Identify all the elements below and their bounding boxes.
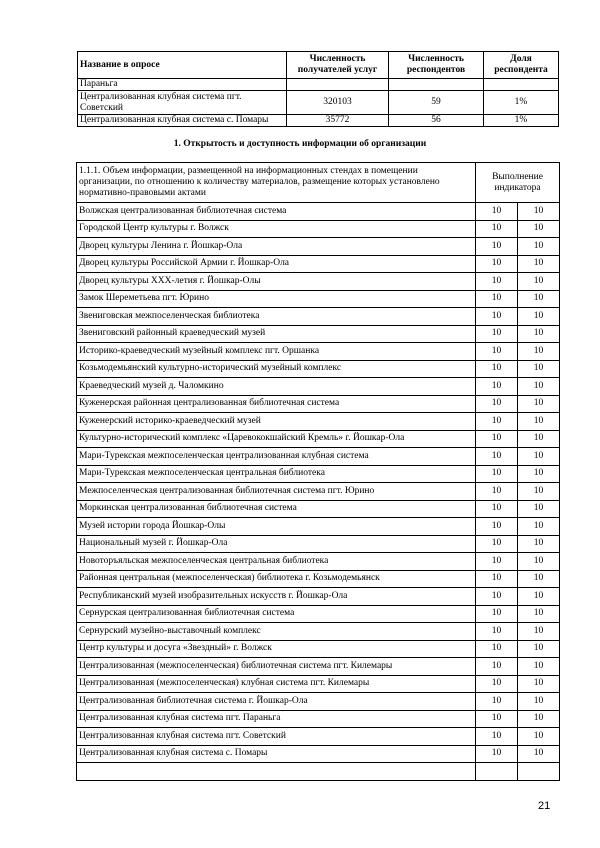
table-row (77, 308, 560, 326)
indicator-max-cell: 10 (518, 448, 560, 466)
organization-name-cell: Новоторъяльская межпоселенческая центральная библиотека (77, 553, 476, 571)
indicator-value-cell: 10 (476, 588, 518, 606)
organization-name-cell: Сернурская централизованная библиотечная система (77, 605, 476, 623)
indicator-max-cell: 10 (518, 413, 560, 431)
table-row (77, 290, 560, 308)
indicator-value-cell: 10 (476, 413, 518, 431)
indicator-value-cell: 10 (476, 675, 518, 693)
organization-name-cell: Дворец культуры Российской Армии г. Йошкар-Ола (77, 255, 476, 273)
indicator-value-cell: 10 (476, 605, 518, 623)
table-row (77, 220, 560, 238)
indicator-max-cell: 10 (518, 430, 560, 448)
organization-name-cell: Городской Центр культуры г. Волжск (77, 220, 476, 238)
organization-name-cell: Волжская централизованная библиотечная система (77, 203, 476, 221)
recipients-cell: 320103 (287, 91, 389, 115)
table-row (77, 693, 560, 711)
indicator-value-cell: 10 (476, 255, 518, 273)
indicator-max-cell: 10 (518, 623, 560, 641)
indicator-max-cell: 10 (518, 325, 560, 343)
indicator-max-cell: 10 (518, 203, 560, 221)
table-row (77, 745, 560, 763)
table-row (77, 763, 560, 781)
indicator-max-cell: 10 (518, 518, 560, 536)
indicator-max-cell: 10 (518, 535, 560, 553)
table-row (77, 360, 560, 378)
indicator-value-cell: 10 (476, 745, 518, 763)
indicator-value-cell: 10 (476, 483, 518, 501)
organization-name-cell: Республиканский музей изобразительных искусств г. Йошкар-Ола (77, 588, 476, 606)
organization-name-cell: Дворец культуры Ленина г. Йошкар-Ола (77, 238, 476, 256)
organization-name-cell: Музей истории города Йошкар-Олы (77, 518, 476, 536)
respondents-cell (389, 79, 484, 91)
indicator-value-cell (476, 763, 518, 781)
table-row (77, 483, 560, 501)
indicator-max-cell: 10 (518, 553, 560, 571)
table-row (77, 325, 560, 343)
table-row (77, 588, 560, 606)
indicator-max-cell: 10 (518, 640, 560, 658)
organization-name-cell: Культурно-исторический комплекс «Царевококшайский Кремль» г. Йошкар-Ола (77, 430, 476, 448)
indicator-value-cell: 10 (476, 500, 518, 518)
table-row (77, 413, 560, 431)
section-title: 1. Открытость и доступность информации об организации (173, 139, 427, 149)
indicator-max-cell: 10 (518, 500, 560, 518)
header-survey-name: Название в опросе (78, 52, 287, 79)
share-cell: 1% (484, 91, 559, 115)
organization-name-cell: Звениговская межпоселенческая библиотека (77, 308, 476, 326)
organization-name-cell: Мари-Турекская межпоселенческая центральная библиотека (77, 465, 476, 483)
indicator-value-cell: 10 (476, 518, 518, 536)
organization-name-cell: Центр культуры и досуга «Звездный» г. Волжск (77, 640, 476, 658)
table-row (77, 605, 560, 623)
organization-name-cell: Национальный музей г. Йошкар-Ола (77, 535, 476, 553)
table-row (77, 553, 560, 571)
organization-name-cell: Замок Шереметьева пгт. Юрино (77, 290, 476, 308)
survey-name-cell: Централизованная клубная система пгт. Советский (78, 91, 287, 115)
header-respondents-count: Численность респондентов (389, 52, 484, 79)
indicator-value-cell: 10 (476, 623, 518, 641)
share-cell (484, 79, 559, 91)
indicator-max-cell: 10 (518, 395, 560, 413)
table-row (77, 658, 560, 676)
table-row (77, 675, 560, 693)
indicator-value-cell: 10 (476, 343, 518, 361)
organization-name-cell: Куженерская районная централизованная библиотечная система (77, 395, 476, 413)
survey-name-cell: Параньга (78, 79, 287, 91)
table-row (77, 518, 560, 536)
table-row (77, 203, 560, 221)
header-respondent-share: Доля респондента (484, 52, 559, 79)
table-row (77, 570, 560, 588)
organization-name-cell: Централизованная (межпоселенческая) библиотечная система пгт. Килемары (77, 658, 476, 676)
table-row (77, 500, 560, 518)
indicator-max-cell: 10 (518, 273, 560, 291)
organization-name-cell: Централизованная клубная система с. Помары (77, 745, 476, 763)
organization-name-cell: Моркинская централизованная библиотечная система (77, 500, 476, 518)
table-row (77, 395, 560, 413)
survey-summary-header-row (78, 52, 559, 79)
table-row (77, 465, 560, 483)
indicator-value-cell: 10 (476, 325, 518, 343)
indicator-max-cell: 10 (518, 378, 560, 396)
survey-name-cell: Централизованная клубная система с. Помары (78, 115, 287, 127)
indicator-max-cell: 10 (518, 728, 560, 746)
table-row (78, 115, 559, 127)
table-row (77, 448, 560, 466)
indicator-value-cell: 10 (476, 728, 518, 746)
indicator-max-cell: 10 (518, 588, 560, 606)
indicator-max-cell: 10 (518, 238, 560, 256)
indicator-max-cell: 10 (518, 693, 560, 711)
organization-name-cell: Звениговский районный краеведческий музей (77, 325, 476, 343)
survey-summary-table (77, 51, 559, 127)
indicator-max-cell: 10 (518, 710, 560, 728)
indicator-value-cell: 10 (476, 220, 518, 238)
header-recipients-count: Численность получателей услуг (287, 52, 389, 79)
indicator-value-cell: 10 (476, 553, 518, 571)
organization-name-cell: Куженерский историко-краеведческий музей (77, 413, 476, 431)
indicator-max-cell: 10 (518, 675, 560, 693)
organization-name-cell: Краеведческий музей д. Чаломкино (77, 378, 476, 396)
indicator-value-cell: 10 (476, 360, 518, 378)
respondents-cell: 59 (389, 91, 484, 115)
table-row (77, 640, 560, 658)
organization-name-cell: Козьмодемьянский культурно-исторический музейный комплекс (77, 360, 476, 378)
indicator-value-cell: 10 (476, 378, 518, 396)
table-row (78, 79, 559, 91)
indicator-max-cell: 10 (518, 308, 560, 326)
organization-name-cell: Историко-краеведческий музейный комплекс пгт. Оршанка (77, 343, 476, 361)
indicator-max-cell: 10 (518, 483, 560, 501)
indicator-value-cell: 10 (476, 465, 518, 483)
organization-name-cell: Централизованная клубная система пгт. Советский (77, 728, 476, 746)
indicator-max-cell: 10 (518, 570, 560, 588)
recipients-cell (287, 79, 389, 91)
indicator-value-cell: 10 (476, 308, 518, 326)
table-row (77, 623, 560, 641)
table-row (77, 535, 560, 553)
indicator-value-cell: 10 (476, 658, 518, 676)
indicator-table (76, 162, 560, 781)
indicator-value-cell: 10 (476, 238, 518, 256)
indicator-max-cell (518, 763, 560, 781)
indicator-max-cell: 10 (518, 658, 560, 676)
indicator-max-cell: 10 (518, 220, 560, 238)
indicator-value-cell: 10 (476, 448, 518, 466)
page-number: 21 (538, 800, 551, 812)
indicator-header-row (77, 163, 560, 203)
indicator-value-cell: 10 (476, 693, 518, 711)
indicator-max-cell: 10 (518, 290, 560, 308)
organization-name-cell: Районная центральная (межпоселенческая) библиотека г. Козьмодемьянск (77, 570, 476, 588)
organization-name-cell: Межпоселенческая централизованная библиотечная система пгт. Юрино (77, 483, 476, 501)
organization-name-cell: Сернурский музейно-выставочный комплекс (77, 623, 476, 641)
table-row (78, 91, 559, 115)
indicator-value-cell: 10 (476, 710, 518, 728)
table-row (77, 343, 560, 361)
organization-name-cell: Централизованная библиотечная система г. Йошкар-Ола (77, 693, 476, 711)
organization-name-cell: Централизованная (межпоселенческая) клубная система пгт. Килемары (77, 675, 476, 693)
organization-name-cell: Мари-Турекская межпоселенческая централизованная клубная система (77, 448, 476, 466)
indicator-max-cell: 10 (518, 255, 560, 273)
table-row (77, 430, 560, 448)
indicator-max-cell: 10 (518, 465, 560, 483)
indicator-value-cell: 10 (476, 570, 518, 588)
table-row (77, 273, 560, 291)
indicator-max-cell: 10 (518, 605, 560, 623)
table-row (77, 255, 560, 273)
share-cell: 1% (484, 115, 559, 127)
indicator-max-cell: 10 (518, 360, 560, 378)
indicator-value-cell: 10 (476, 535, 518, 553)
indicator-value-cell: 10 (476, 273, 518, 291)
indicator-max-cell: 10 (518, 343, 560, 361)
respondents-cell: 56 (389, 115, 484, 127)
organization-name-cell: Централизованная клубная система пгт. Параньга (77, 710, 476, 728)
indicator-value-cell: 10 (476, 290, 518, 308)
indicator-completion-header: Выполнение индикатора (476, 163, 560, 203)
recipients-cell: 35772 (287, 115, 389, 127)
indicator-value-cell: 10 (476, 203, 518, 221)
indicator-value-cell: 10 (476, 430, 518, 448)
table-row (77, 728, 560, 746)
indicator-value-cell: 10 (476, 640, 518, 658)
indicator-value-cell: 10 (476, 395, 518, 413)
organization-name-cell (77, 763, 476, 781)
table-row (77, 710, 560, 728)
table-row (77, 378, 560, 396)
indicator-description: 1.1.1. Объем информации, размещенной на информационных стендах в помещении организации, по отношению к количеству материалов, размещение которых установлено нормативно-правовыми актами (77, 163, 476, 203)
organization-name-cell: Дворец культуры ХХХ-летия г. Йошкар-Олы (77, 273, 476, 291)
indicator-max-cell: 10 (518, 745, 560, 763)
table-row (77, 238, 560, 256)
